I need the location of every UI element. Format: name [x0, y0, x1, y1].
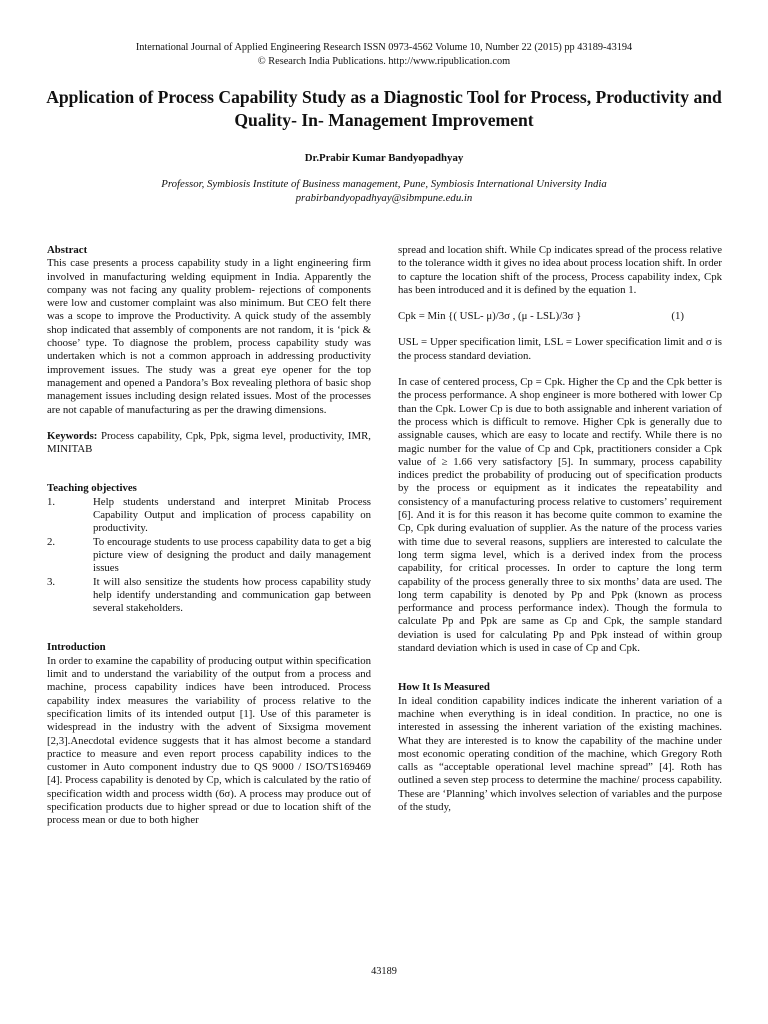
how-measured-text: In ideal condition capability indices indicate the inherent variation of a machine when everything is in ideal condition. In practice, no one is interested in assessing the inherent variation of the existing machines. What they are interested is to know the capability of the machine under most economic operating condition of the machine, which Gregory Roth calls as “acceptable operational level machine spread” [4]. Roth has outlined a seven step process to determine the machine/ process capability. These are ‘Planning’ which involves selection of variables and the purpose of the study,	[398, 694, 722, 813]
equation-1	[398, 310, 722, 323]
journal-header-line1: International Journal of Applied Engineering Research ISSN 0973-4562 Volume 10, Number 22 (2015) pp 43189-43194	[135, 42, 633, 53]
right-column	[398, 244, 722, 814]
abstract-heading: Abstract	[47, 244, 88, 256]
keywords	[47, 430, 371, 457]
how-measured-heading: How It Is Measured	[398, 681, 490, 694]
list-item: 2. To encourage students to use process capability data to get a big picture view of designing the product and daily management issues	[47, 535, 371, 575]
journal-header-line2: © Research India Publications. http://www.ripublication.com	[257, 55, 511, 67]
keywords-label: Keywords:	[47, 429, 98, 442]
equation-number: (1)	[671, 310, 684, 323]
right-paragraph-3: In case of centered process, Cp = Cpk. Higher the Cp and the Cpk better is the process performance. A shop engineer is more bothered with lower Cp than the Cpk. Lower Cp is due to both assignable and inherent variation of the process which is difficult to remove. Higher Cpk is generally due to assignable causes, which are easy to locate and rectify. While there is no magic number for the value of Cp and Cpk, practitioners consider a Cpk value of ≥ 1.66 very satisfactory [5]. In summary, process capability indices predict the probability of producing out of specification products by the process or equipment as it indicates the repeatability and consistency of a manufacturing process relative to customers’ requirement [6]. And it is for this reason it has become quite common to examine the Cp, Cpk during evaluation of supplier. As the nature of the process varies with time due to several reasons, suppliers are interested to calculate the long term sigma level, which is a derived index from the process capability, for critical processes. In order to capture the long term capability of the process generally three to six months’ data are used. The long term capability is denoted by Pp and Ppk (known as process performance and process performance index). Though the formula to calculate Pp and Ppk are same as Cp and Cpk, the sample standard deviation is used for calculating Pp and Ppk instead of within group standard deviation which is used in case of Cp and Cpk.	[398, 376, 722, 655]
list-item: 1. Help students understand and interpret Minitab Process Capability Output and implication of process capability on productivity.	[47, 495, 371, 535]
equation-text: Cpk = Min {( USL- μ)/3σ , (μ - LSL)/3σ }	[398, 310, 582, 323]
author-affiliation-block	[0, 178, 768, 205]
right-paragraph-1: spread and location shift. While Cp indicates spread of the process relative to the tolerance width it gives no idea about process location shift. In order to capture the location shift of the process, Process capability index, Cpk has been introduced and it is defined by the equation 1.	[398, 244, 722, 296]
introduction-heading: Introduction	[47, 641, 106, 654]
page-number: 43189	[371, 966, 397, 977]
left-column	[47, 244, 371, 828]
teaching-objectives-list	[47, 496, 371, 616]
author-email: prabirbandyopadhyay@sibmpune.edu.in	[295, 191, 473, 204]
paper-title: Application of Process Capability Study as a Diagnostic Tool for Process, Productivity and Quality- In- Management Improvement	[46, 87, 722, 130]
author-name: Dr.Prabir Kumar Bandyopadhyay	[304, 152, 464, 164]
keywords-text: Process capability, Cpk, Ppk, sigma level, productivity, IMR, MINITAB	[47, 429, 371, 456]
journal-header	[0, 41, 768, 68]
affiliation: Professor, Symbiosis Institute of Business management, Pune, Symbiosis International University India	[161, 178, 607, 190]
right-paragraph-2: USL = Upper specification limit, LSL = Lower specification limit and σ is the process standard deviation.	[398, 336, 722, 362]
teaching-objectives-heading: Teaching objectives	[47, 482, 137, 495]
abstract-text: This case presents a process capability study in a light engineering firm involved in manufacturing welding equipment in India. Apparently the company was not facing any quality problem- rejections of components were low and customer complaint was also minimum. But CEO felt there was a scope to improve the Productivity. A quick study of the assembly shop indicated that assembly of components are not random, it is ‘pick & choose’ type. To diagnose the problem, process capability study was undertaken which is not a common approach in addressing productivity improvement issues. The study was a great eye opener for the top management and opened a Pandora’s Box revealing plethora of basic shop management issues including design related issues. Most of the processes are not capable of manufacturing as per the drawing dimensions.	[47, 257, 371, 416]
list-item: 3. It will also sensitize the students how process capability study help identify understanding and communication gap between several stakeholders.	[47, 575, 371, 615]
introduction-text: In order to examine the capability of producing output within specification limit and to understand the variability of the output from a process and machine, process capability indices have been introduced. Process capability index measures the variability of process relative to the specification limits of its intended output [1]. Use of this parameter is widespread in the industry with the advent of Sixsigma movement [2,3].Anecdotal evidence suggests that it has almost become a standard practice to measure and even report process capability indices to the customer in Auto component industry due to QS 9000 / ISO/TS169469 [4]. Process capability is denoted by Cp, which is calculated by the ratio of specification width and process width (6σ). A process may produce out of specification products due to higher spread or due to location shift of the process mean or due to both higher	[47, 654, 371, 827]
